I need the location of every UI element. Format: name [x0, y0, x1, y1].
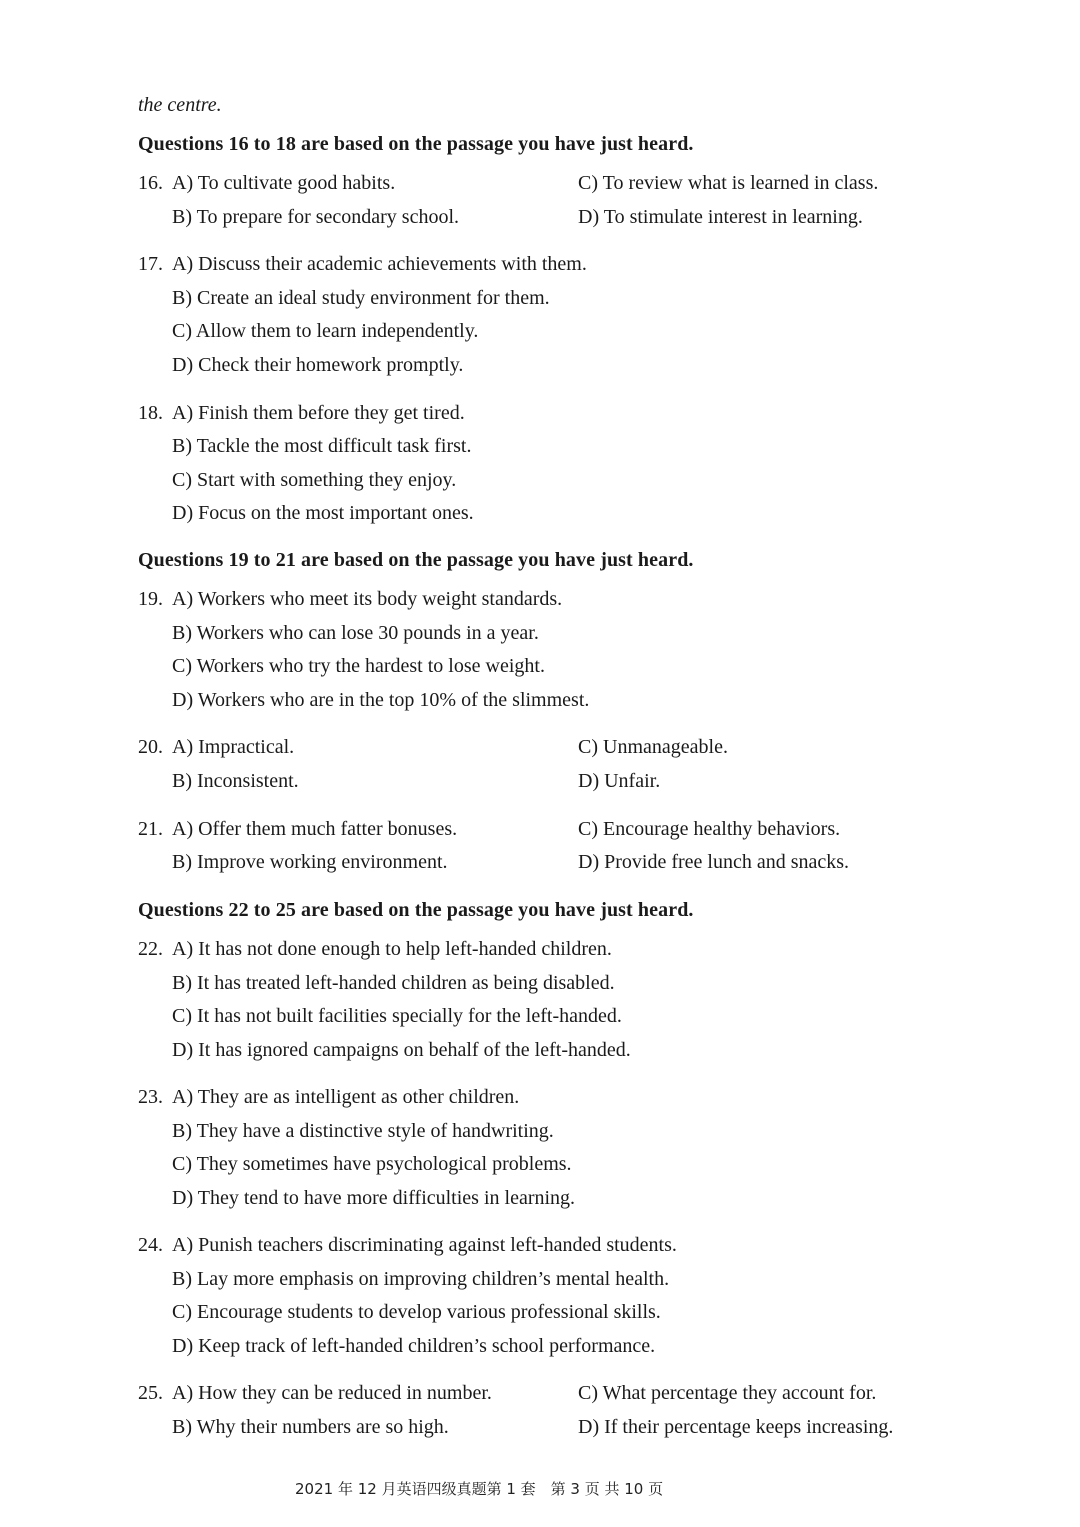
- section-header-16-18: Questions 16 to 18 are based on the passage you have just heard.: [138, 133, 694, 155]
- question-21-option-c: C) Encourage healthy behaviors.: [578, 818, 841, 840]
- question-25-option-b: B) Why their numbers are so high.: [172, 1416, 449, 1438]
- question-20-option-c: C) Unmanageable.: [578, 736, 728, 758]
- question-24-number: 24.: [138, 1234, 163, 1256]
- question-16-option-c: C) To review what is learned in class.: [578, 172, 879, 194]
- question-17-option-b: B) Create an ideal study environment for them.: [172, 287, 550, 309]
- question-18-number: 18.: [138, 402, 163, 424]
- question-22-option-a: A) It has not done enough to help left-handed children.: [172, 938, 612, 960]
- question-25-option-d: D) If their percentage keeps increasing.: [578, 1416, 894, 1438]
- question-23-option-d: D) They tend to have more difficulties in learning.: [172, 1187, 576, 1209]
- section-header-22-25: Questions 22 to 25 are based on the passage you have just heard.: [138, 899, 694, 921]
- question-19-option-a: A) Workers who meet its body weight standards.: [172, 588, 563, 610]
- question-25-option-c: C) What percentage they account for.: [578, 1382, 877, 1404]
- question-23-option-b: B) They have a distinctive style of handwriting.: [172, 1120, 554, 1142]
- question-16-option-b: B) To prepare for secondary school.: [172, 206, 460, 228]
- question-22-number: 22.: [138, 938, 163, 960]
- question-24-option-a: A) Punish teachers discriminating against left-handed students.: [172, 1234, 677, 1256]
- question-22-option-d: D) It has ignored campaigns on behalf of the left-handed.: [172, 1039, 631, 1061]
- question-20-number: 20.: [138, 736, 163, 758]
- question-18-option-a: A) Finish them before they get tired.: [172, 402, 465, 424]
- question-20-option-a: A) Impractical.: [172, 736, 295, 758]
- question-21-number: 21.: [138, 818, 163, 840]
- question-25-option-a: A) How they can be reduced in number.: [172, 1382, 492, 1404]
- question-17-option-a: A) Discuss their academic achievements with them.: [172, 253, 587, 275]
- page-footer: 2021 年 12 月英语四级真题第 1 套 第 3 页 共 10 页: [295, 1480, 664, 1498]
- question-24-option-b: B) Lay more emphasis on improving children’s mental health.: [172, 1268, 670, 1290]
- question-16-option-a: A) To cultivate good habits.: [172, 172, 396, 194]
- question-22-option-b: B) It has treated left-handed children as being disabled.: [172, 972, 615, 994]
- question-17-option-d: D) Check their homework promptly.: [172, 354, 464, 376]
- question-20-option-d: D) Unfair.: [578, 770, 661, 792]
- question-19-number: 19.: [138, 588, 163, 610]
- question-18-option-d: D) Focus on the most important ones.: [172, 502, 474, 524]
- question-19-option-d: D) Workers who are in the top 10% of the slimmest.: [172, 689, 590, 711]
- question-23-option-a: A) They are as intelligent as other children.: [172, 1086, 520, 1108]
- question-18-option-c: C) Start with something they enjoy.: [172, 469, 457, 491]
- question-21-option-b: B) Improve working environment.: [172, 851, 448, 873]
- question-17-number: 17.: [138, 253, 163, 275]
- question-23-number: 23.: [138, 1086, 163, 1108]
- question-25-number: 25.: [138, 1382, 163, 1404]
- question-19-option-b: B) Workers who can lose 30 pounds in a year.: [172, 622, 539, 644]
- question-16-option-d: D) To stimulate interest in learning.: [578, 206, 863, 228]
- continuation-text: the centre.: [138, 94, 222, 116]
- question-17-option-c: C) Allow them to learn independently.: [172, 320, 479, 342]
- section-header-19-21: Questions 19 to 21 are based on the passage you have just heard.: [138, 549, 694, 571]
- question-18-option-b: B) Tackle the most difficult task first.: [172, 435, 472, 457]
- question-21-option-a: A) Offer them much fatter bonuses.: [172, 818, 458, 840]
- question-22-option-c: C) It has not built facilities specially for the left-handed.: [172, 1005, 622, 1027]
- question-23-option-c: C) They sometimes have psychological problems.: [172, 1153, 572, 1175]
- question-24-option-d: D) Keep track of left-handed children’s school performance.: [172, 1335, 656, 1357]
- question-21-option-d: D) Provide free lunch and snacks.: [578, 851, 850, 873]
- question-24-option-c: C) Encourage students to develop various professional skills.: [172, 1301, 661, 1323]
- question-16-number: 16.: [138, 172, 163, 194]
- question-19-option-c: C) Workers who try the hardest to lose weight.: [172, 655, 545, 677]
- question-20-option-b: B) Inconsistent.: [172, 770, 299, 792]
